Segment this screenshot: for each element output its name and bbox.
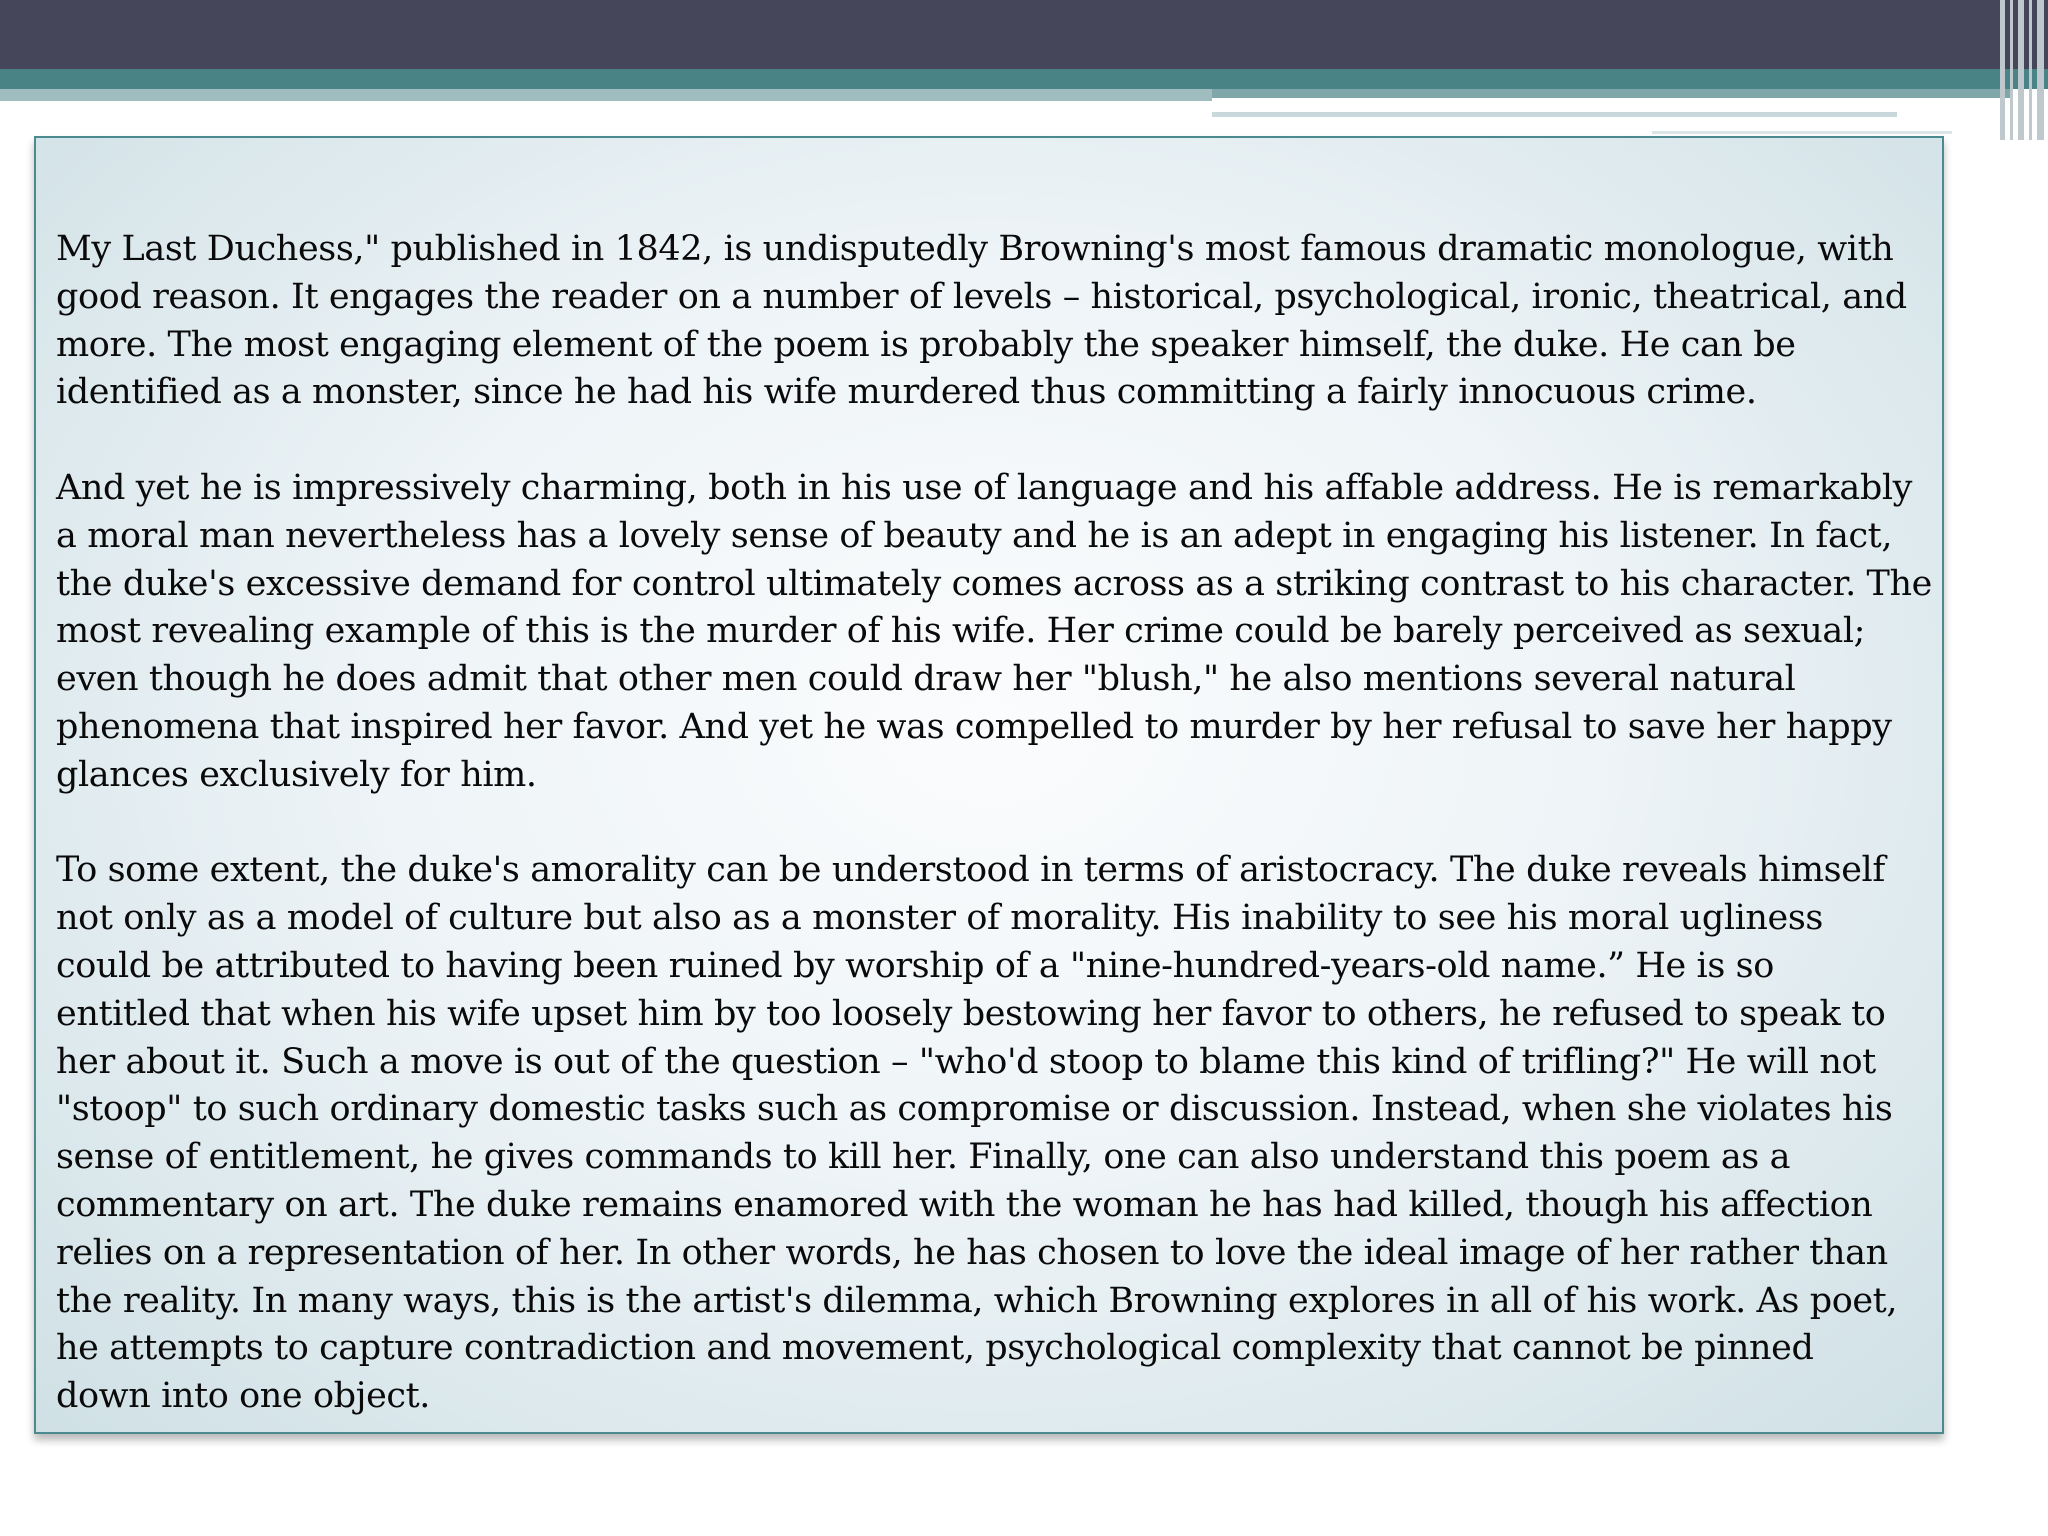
text-panel [34, 136, 1944, 1434]
corner-stripes [1996, 0, 2048, 140]
paragraph-2: And yet he is impressively charming, both in his use of language and his affable address. He is remarkably a moral man nevertheless has a lovely sense of beauty and he is an adept in engaging his listener. In fact, the duke's excessive demand for control ultimately comes across as a striking contrast to his character. The most revealing example of this is the murder of his wife. Her crime could be barely perceived as sexual; even though he does admit that other men could draw her "blush," he also mentions several natural phenomena that inspired her favor. And yet he was compelled to murder by her refusal to save her happy glances exclusively for him. [56, 467, 1932, 795]
header-thin-line [1212, 112, 1897, 117]
header-band-dark [0, 0, 2048, 69]
header-band-light-left [0, 89, 1212, 101]
header-band-teal [0, 69, 2048, 89]
body-text [56, 226, 1936, 1421]
header-thin-line-short [1652, 131, 1952, 134]
header-band-light-right [1212, 89, 2012, 98]
paragraph-3: To some extent, the duke's amorality can be understood in terms of aristocracy. The duke reveals himself not only as a model of culture but also as a monster of morality. His inability to see his moral ugliness could be attributed to having been ruined by worship of a "nine-hundred-years-old name.” He is so entitled that when his wife upset him by too loosely bestowing her favor to others, he refused to speak to her about it. Such a move is out of the question – "who'd stoop to blame this kind of trifling?" He will not "stoop" to such ordinary domestic tasks such as compromise or discussion. Instead, when she violates his sense of entitlement, he gives commands to kill her. Finally, one can also understand this poem as a commentary on art. The duke remains enamored with the woman he has had killed, though his affection relies on a representation of her. In other words, he has chosen to love the ideal image of her rather than the reality. In many ways, this is the artist's dilemma, which Browning explores in all of his work. As poet, he attempts to capture contradiction and movement, psychological complexity that cannot be pinned down into one object. [56, 850, 1898, 1417]
paragraph-1: My Last Duchess," published in 1842, is undisputedly Browning's most famous dramatic monologue, with good reason. It engages the reader on a number of levels – historical, psychological, ironic, theatrical, and more. The most engaging element of the poem is probably the speaker himself, the duke. He can be identified as a monster, since he had his wife murdered thus committing a fairly innocuous crime. [56, 229, 1907, 413]
